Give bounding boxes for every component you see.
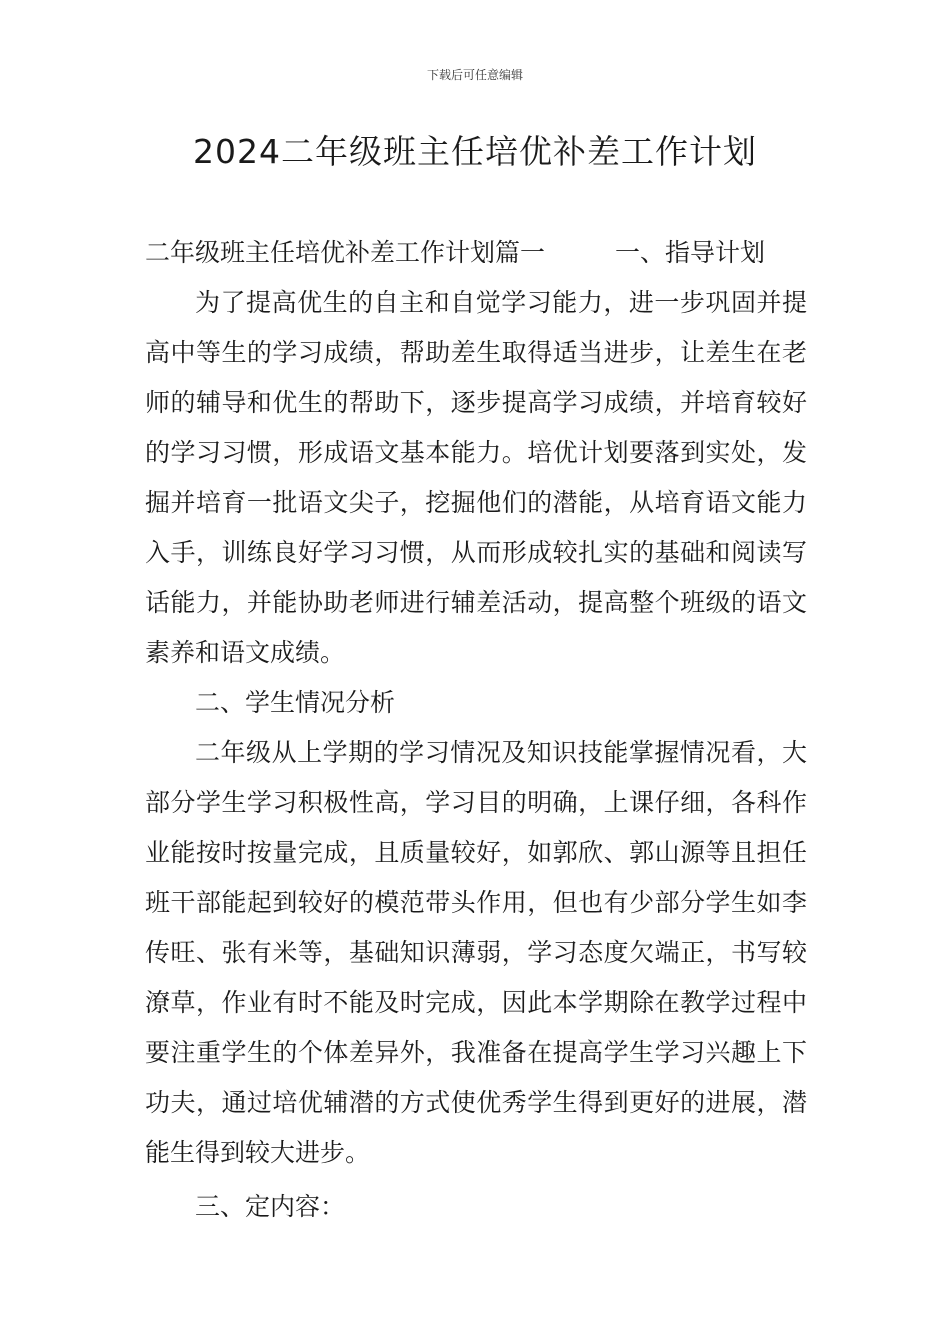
paragraph-1: 为了提高优生的自主和自觉学习能力，进一步巩固并提高中等生的学习成绩，帮助差生取得适当进步，让差生在老师的辅导和优生的帮助下，逐步提高学习成绩，并培育较好的学习习惯，形成语文基本能力。培优计划要落到实处，发掘并培育一批语文尖子，挖掘他们的潜能，从培育语文能力入手，训练良好学习习惯，从而形成较扎实的基础和阅读写话能力，并能协助老师进行辅差活动，提高整个班级的语文素养和语文成绩。	[145, 288, 807, 667]
document-title: 2024二年级班主任培优补差工作计划	[193, 132, 757, 171]
header-note: 下载后可任意编辑	[426, 68, 523, 82]
subtitle-left: 二年级班主任培优补差工作计划篇一	[145, 238, 546, 267]
heading-3: 三、定内容：	[195, 1192, 346, 1221]
paragraph-2: 二年级从上学期的学习情况及知识技能掌握情况看，大部分学生学习积极性高，学习目的明确，上课仔细，各科作业能按时按量完成，且质量较好，如郭欣、郭山源等且担任班干部能起到较好的模范带头作用，但也有少部分学生如李传旺、张有米等，基础知识薄弱，学习态度欠端正，书写较潦草，作业有时不能及时完成，因此本学期除在教学过程中要注重学生的个体差异外，我准备在提高学生学习兴趣上下功夫，通过培优辅潜的方式使优秀学生得到更好的进展，潜能生得到较大进步。	[145, 738, 807, 1167]
subtitle-right: 一、指导计划	[615, 238, 766, 267]
heading-2: 二、学生情况分析	[195, 688, 396, 717]
document-body	[145, 228, 807, 1232]
section-line	[145, 228, 807, 278]
